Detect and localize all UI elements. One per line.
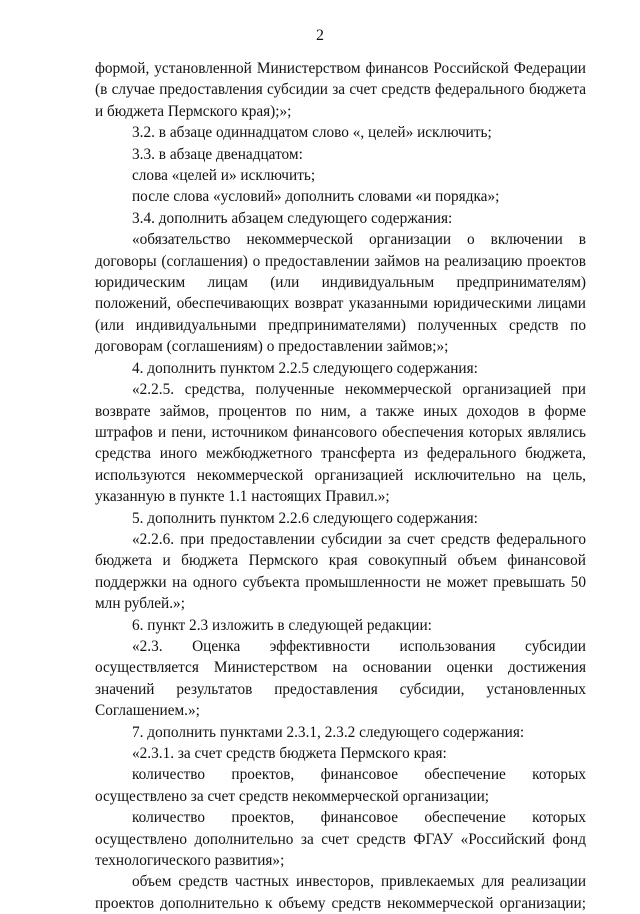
paragraph [95,229,590,357]
paragraph-text: 3.4. дополнить абзацем следующего содержания: [132,209,453,227]
paragraph-text: «2.3. Оценка эффективности использования субсидии осуществляется Министерством на основании оценки достижения значений результатов предоставления субсидии, установленных Соглашением.»; [95,637,590,720]
paragraph [95,636,590,722]
paragraph [95,144,586,165]
document-body [95,58,590,914]
paragraph [95,358,586,379]
paragraph [95,186,586,207]
paragraph-text: 5. дополнить пунктом 2.2.6 следующего содержания: [132,509,478,527]
paragraph-text: 7. дополнить пунктами 2.3.1, 2.3.2 следующего содержания: [132,723,525,741]
paragraph [95,122,586,143]
paragraph-text: после слова «условий» дополнить словами «и порядка»; [132,188,500,206]
paragraph [95,379,590,507]
paragraph-text: «обязательство некоммерческой организации о включении в договоры (соглашения) о предоставлении займов на реализацию проектов юридическим лицам (или индивидуальным предпринимателям) положений, обеспечивающих возврат указанными юридическими лицами (или индивидуальными предпринимателями) полученных средств по договорам (соглашениям) о предоставлении займов;»; [95,231,590,356]
paragraph [95,615,586,636]
paragraph [95,208,586,229]
paragraph-text: количество проектов, финансовое обеспечение которых осуществлено дополнительно за счет средств ФГАУ «Российский фонд технологического развития»; [95,809,590,870]
paragraph-text: «2.3.1. за счет средств бюджета Пермского края: [132,745,447,762]
paragraph [95,764,590,807]
paragraph-text: 4. дополнить пунктом 2.2.5 следующего содержания: [132,359,478,377]
paragraph-text: объем средств частных инвесторов, привлекаемых для реализации проектов дополнительно к объему средств некоммерческой организации; [95,873,590,912]
paragraph-text: слова «целей и» исключить; [132,167,316,185]
paragraph [95,722,586,743]
paragraph-text: «2.2.6. при предоставлении субсидии за счет средств федерального бюджета и бюджета Пермского края совокупный объем финансовой поддержки на одного субъекта промышленности не может превышать 50 млн рублей.»; [95,530,590,613]
paragraph-text: 3.3. в абзаце двенадцатом: [132,145,303,163]
paragraph [95,508,586,529]
paragraph-text: 6. пункт 2.3 изложить в следующей редакции: [132,616,432,634]
paragraph [95,743,586,764]
paragraph-text: формой, установленной Министерством финансов Российской Федерации (в случае предоставления субсидии за счет средств федерального бюджета и бюджета Пермского края);»; [95,60,590,120]
paragraph [95,165,586,186]
paragraph-text: «2.2.5. средства, полученные некоммерческой организацией при возврате займов, процентов по ним, а также иных доходов в форме штрафов и пени, источником финансового обеспечения которых являлись средства иного межбюджетного трансферта из федерального бюджета, используются некоммерческой организацией исключительно на цель, указанную в пункте 1.1 настоящих Правил.»; [95,381,590,506]
paragraph [95,871,590,914]
paragraph [95,529,590,615]
paragraph [95,58,590,122]
paragraph [95,807,590,871]
page-number: 2 [316,27,324,44]
paragraph-text: 3.2. в абзаце одиннадцатом слово «, целей» исключить; [132,124,492,142]
paragraph-text: количество проектов, финансовое обеспечение которых осуществлено за счет средств некоммерческой организации; [95,766,590,805]
